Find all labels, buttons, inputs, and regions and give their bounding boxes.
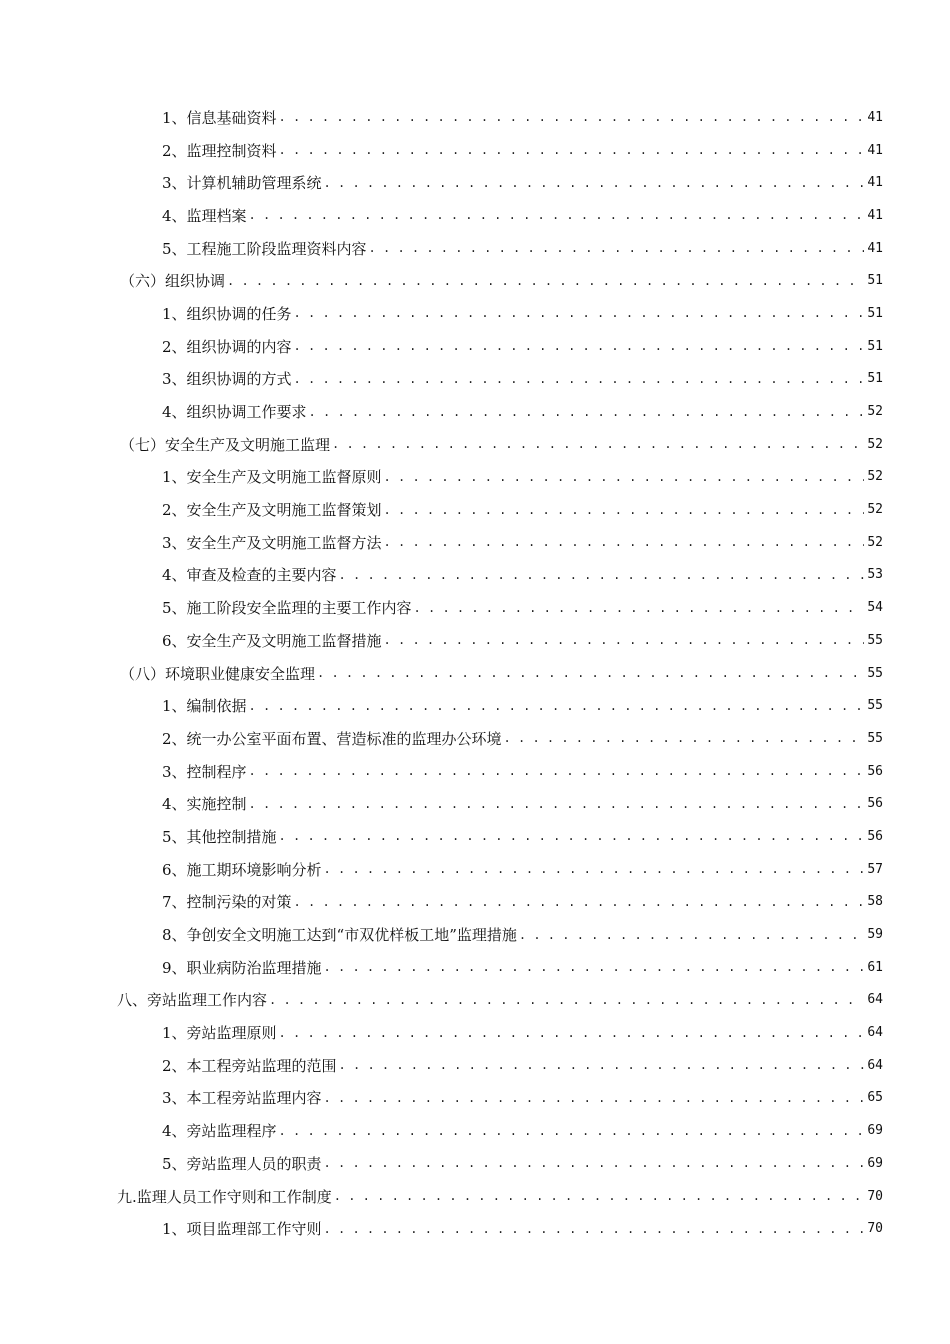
toc-entry[interactable] — [0, 166, 950, 199]
toc-entry-title: 4、监理档案 — [162, 206, 247, 225]
toc-entry-page-number: 70 — [867, 1221, 883, 1237]
dot-leader — [504, 732, 865, 744]
toc-entry-title: 4、审查及检查的主要内容 — [162, 566, 337, 585]
toc-entry-page-number: 41 — [867, 109, 883, 125]
toc-entry-title: 7、控制污染的对策 — [162, 893, 292, 912]
toc-entry-page-number: 41 — [867, 240, 883, 256]
toc-entry-title: 九.监理人员工作守则和工作制度 — [117, 1187, 332, 1206]
dot-leader — [279, 830, 865, 842]
dot-leader — [324, 863, 865, 875]
dot-leader — [324, 961, 865, 973]
dot-leader — [317, 667, 864, 679]
toc-entry-page-number: 55 — [867, 665, 883, 681]
toc-entry-page-number: 64 — [867, 1057, 883, 1073]
toc-entry-title: 8、争创安全文明施工达到“市双优样板工地”监理措施 — [162, 926, 517, 945]
toc-entry-title: 9、职业病防治监理措施 — [162, 958, 322, 977]
toc-entry-title: 4、实施控制 — [162, 795, 247, 814]
toc-entry[interactable] — [0, 461, 950, 494]
toc-entry-page-number: 69 — [867, 1155, 883, 1171]
toc-entry[interactable] — [0, 820, 950, 853]
dot-leader — [279, 1027, 865, 1039]
toc-entry[interactable] — [0, 624, 950, 657]
toc-entry-page-number: 52 — [867, 436, 883, 452]
dot-leader — [519, 929, 864, 941]
toc-entry[interactable] — [0, 755, 950, 788]
dot-leader — [227, 275, 864, 287]
toc-entry-title: 1、旁站监理原则 — [162, 1024, 277, 1043]
toc-entry[interactable] — [0, 1049, 950, 1082]
dot-leader — [294, 896, 865, 908]
toc-entry[interactable] — [0, 886, 950, 919]
toc-entry-title: 1、编制依据 — [162, 697, 247, 716]
toc-entry[interactable] — [0, 428, 950, 461]
toc-entry[interactable] — [0, 1212, 950, 1245]
toc-entry-page-number: 52 — [867, 534, 883, 550]
dot-leader — [339, 569, 865, 581]
toc-entry-title: 5、施工阶段安全监理的主要工作内容 — [162, 599, 412, 618]
toc-entry-title: 2、监理控制资料 — [162, 141, 277, 160]
toc-entry[interactable] — [0, 689, 950, 722]
toc-entry-title: 6、安全生产及文明施工监督措施 — [162, 631, 382, 650]
dot-leader — [384, 536, 865, 548]
toc-entry-title: 4、旁站监理程序 — [162, 1122, 277, 1141]
dot-leader — [334, 1190, 865, 1202]
toc-entry-page-number: 41 — [867, 175, 883, 191]
toc-entry[interactable] — [0, 101, 950, 134]
toc-entry-title: 3、本工程旁站监理内容 — [162, 1089, 322, 1108]
toc-entry[interactable] — [0, 1114, 950, 1147]
toc-entry-page-number: 65 — [867, 1090, 883, 1106]
toc-entry[interactable] — [0, 1082, 950, 1115]
toc-entry-title: 2、安全生产及文明施工监督策划 — [162, 501, 382, 520]
toc-entry-title: 6、施工期环境影响分析 — [162, 860, 322, 879]
toc-entry[interactable] — [0, 395, 950, 428]
toc-entry-title: 5、旁站监理人员的职责 — [162, 1154, 322, 1173]
dot-leader — [384, 504, 865, 516]
dot-leader — [384, 634, 865, 646]
dot-leader — [294, 340, 865, 352]
toc-entry-page-number: 51 — [867, 273, 883, 289]
toc-entry-page-number: 52 — [867, 404, 883, 420]
toc-entry[interactable] — [0, 853, 950, 886]
toc-entry[interactable] — [0, 1180, 950, 1213]
toc-entry-title: 3、控制程序 — [162, 762, 247, 781]
dot-leader — [324, 1223, 865, 1235]
toc-entry[interactable] — [0, 232, 950, 265]
dot-leader — [324, 1157, 865, 1169]
toc-entry[interactable] — [0, 134, 950, 167]
dot-leader — [324, 177, 865, 189]
toc-entry-title: （七）安全生产及文明施工监理 — [120, 435, 331, 454]
table-of-contents — [0, 101, 950, 1245]
toc-entry-title: 2、统一办公室平面布置、营造标准的监理办公环境 — [162, 729, 502, 748]
toc-entry[interactable] — [0, 1147, 950, 1180]
toc-entry-page-number: 56 — [867, 828, 883, 844]
toc-entry-title: 1、项目监理部工作守则 — [162, 1220, 322, 1239]
toc-entry[interactable] — [0, 918, 950, 951]
toc-entry-title: 2、本工程旁站监理的范围 — [162, 1056, 337, 1075]
toc-entry-title: 5、其他控制措施 — [162, 827, 277, 846]
toc-entry-page-number: 41 — [867, 142, 883, 158]
toc-entry[interactable] — [0, 526, 950, 559]
dot-leader — [249, 765, 865, 777]
toc-entry-page-number: 54 — [867, 600, 883, 616]
toc-entry-page-number: 56 — [867, 763, 883, 779]
toc-entry-page-number: 64 — [867, 1025, 883, 1041]
toc-entry-page-number: 51 — [867, 305, 883, 321]
toc-entry-page-number: 53 — [867, 567, 883, 583]
toc-entry-page-number: 41 — [867, 207, 883, 223]
dot-leader — [249, 700, 865, 712]
toc-entry-title: 1、安全生产及文明施工监督原则 — [162, 468, 382, 487]
toc-entry[interactable] — [0, 787, 950, 820]
toc-entry-title: 八、旁站监理工作内容 — [117, 991, 268, 1010]
toc-entry-page-number: 59 — [867, 927, 883, 943]
dot-leader — [384, 471, 865, 483]
toc-entry[interactable] — [0, 199, 950, 232]
toc-entry-page-number: 56 — [867, 796, 883, 812]
dot-leader — [279, 111, 865, 123]
toc-entry-page-number: 70 — [867, 1188, 883, 1204]
toc-entry-title: 5、工程施工阶段监理资料内容 — [162, 239, 367, 258]
toc-entry-page-number: 51 — [867, 371, 883, 387]
toc-entry[interactable] — [0, 330, 950, 363]
dot-leader — [339, 1059, 865, 1071]
toc-entry-page-number: 64 — [867, 992, 883, 1008]
toc-entry-title: 2、组织协调的内容 — [162, 337, 292, 356]
toc-entry-page-number: 55 — [867, 730, 883, 746]
toc-entry[interactable] — [0, 363, 950, 396]
toc-entry[interactable] — [0, 984, 950, 1017]
toc-entry-page-number: 52 — [867, 502, 883, 518]
toc-entry[interactable] — [0, 297, 950, 330]
toc-entry-title: 1、信息基础资料 — [162, 108, 277, 127]
toc-entry[interactable] — [0, 722, 950, 755]
dot-leader — [279, 1125, 865, 1137]
toc-entry[interactable] — [0, 264, 950, 297]
dot-leader — [324, 1092, 865, 1104]
toc-entry-page-number: 51 — [867, 338, 883, 354]
dot-leader — [269, 994, 864, 1006]
toc-entry-title: 4、组织协调工作要求 — [162, 403, 307, 422]
toc-entry-title: （六）组织协调 — [120, 272, 226, 291]
toc-entry-title: 3、安全生产及文明施工监督方法 — [162, 533, 382, 552]
toc-entry[interactable] — [0, 1016, 950, 1049]
dot-leader — [249, 798, 865, 810]
toc-entry-title: （八）环境职业健康安全监理 — [120, 664, 316, 683]
toc-entry-page-number: 57 — [867, 861, 883, 877]
dot-leader — [294, 307, 865, 319]
toc-entry[interactable] — [0, 493, 950, 526]
toc-entry[interactable] — [0, 591, 950, 624]
dot-leader — [414, 602, 865, 614]
toc-entry-title: 3、计算机辅助管理系统 — [162, 174, 322, 193]
toc-entry-page-number: 52 — [867, 469, 883, 485]
toc-entry-title: 3、组织协调的方式 — [162, 370, 292, 389]
dot-leader — [332, 438, 864, 450]
dot-leader — [279, 144, 865, 156]
dot-leader — [309, 406, 865, 418]
toc-entry-page-number: 69 — [867, 1123, 883, 1139]
toc-entry-page-number: 58 — [867, 894, 883, 910]
toc-entry-title: 1、组织协调的任务 — [162, 304, 292, 323]
dot-leader — [369, 242, 865, 254]
toc-entry-page-number: 55 — [867, 698, 883, 714]
toc-entry-page-number: 61 — [867, 959, 883, 975]
toc-entry[interactable] — [0, 951, 950, 984]
dot-leader — [294, 373, 865, 385]
toc-entry[interactable] — [0, 657, 950, 690]
dot-leader — [249, 209, 865, 221]
toc-entry[interactable] — [0, 559, 950, 592]
toc-entry-page-number: 55 — [867, 632, 883, 648]
